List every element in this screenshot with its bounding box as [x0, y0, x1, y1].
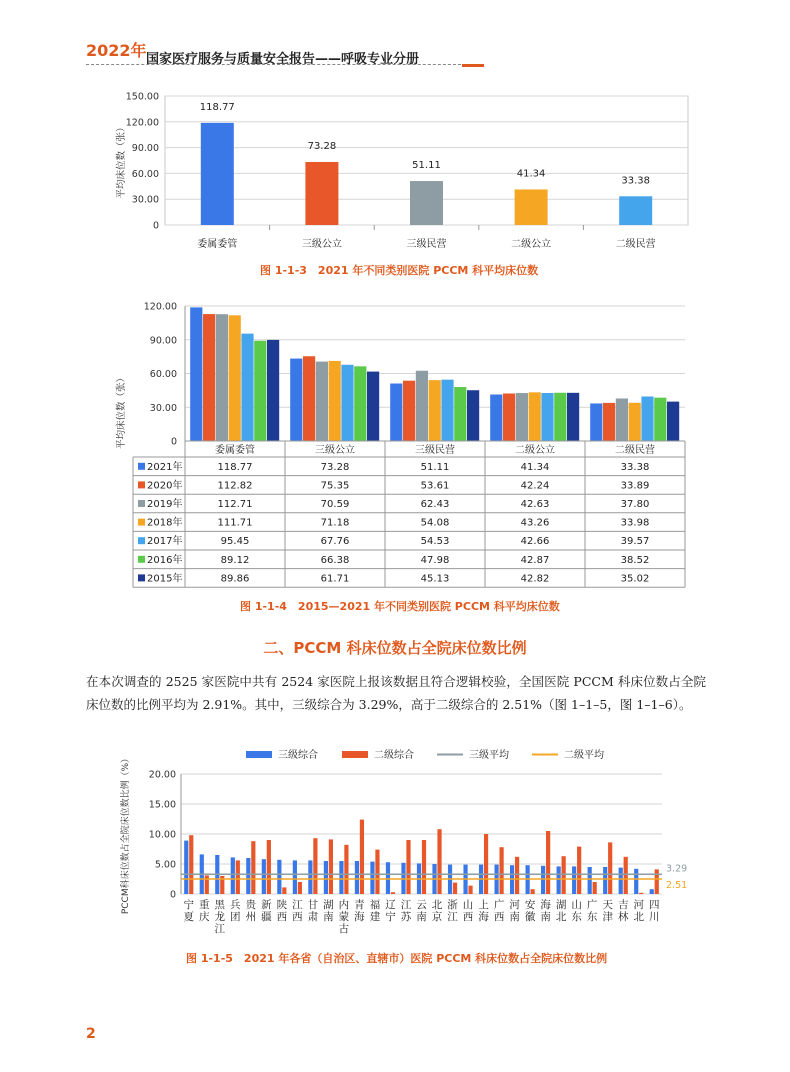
x-tick-label: 西	[292, 911, 303, 923]
y-tick-label: 90.00	[131, 143, 159, 155]
x-tick-label: 贵	[245, 899, 257, 911]
table-cell: 53.61	[420, 480, 450, 492]
table-cell: 61.71	[320, 573, 350, 585]
x-tick-label: 州	[245, 911, 257, 923]
x-tick-label: 三级民营	[406, 239, 447, 250]
bar-二级综合-湖南	[329, 839, 333, 894]
table-cell: 37.80	[620, 499, 650, 510]
table-cell: 118.77	[217, 461, 253, 473]
x-tick-label: 东	[586, 911, 598, 923]
bar-2015年-委属委管	[267, 340, 279, 441]
x-tick-label: 疆	[261, 911, 272, 923]
bar-二级综合-兵团	[236, 860, 240, 894]
table-header: 二级公立	[515, 445, 555, 456]
bar-三级民营	[410, 181, 443, 225]
bar-2019年-三级公立	[316, 362, 328, 441]
x-tick-label: 河	[509, 899, 520, 911]
bar-三级综合-江西	[293, 860, 297, 894]
y-axis-label: 平均床位数（张）	[116, 122, 127, 199]
bar-2017年-二级民营	[641, 396, 653, 441]
bar-二级综合-广西	[499, 847, 503, 894]
legend-swatch-2021年	[138, 463, 145, 470]
bar-2016年-委属委管	[254, 341, 266, 441]
bar-二级综合-天津	[608, 842, 612, 894]
x-tick-label: 团	[230, 911, 241, 923]
bar-2021年-三级公立	[290, 359, 302, 441]
bar-三级综合-陕西	[277, 860, 281, 894]
bar-2016年-三级民营	[454, 387, 466, 441]
table-cell: 43.26	[520, 517, 550, 529]
table-cell: 33.38	[620, 461, 650, 473]
caption-fig-1-1-5: 图 1-1-5 2021 年各省（自治区、直辖市）医院 PCCM 科床位数占全院床位数比例	[186, 952, 608, 965]
x-tick-label: 海	[540, 899, 551, 911]
bar-2017年-委属委管	[241, 334, 253, 441]
x-tick-label: 江	[292, 899, 303, 911]
legend-swatch-2016年	[138, 556, 145, 563]
bar-2019年-委属委管	[216, 314, 228, 441]
bar-三级综合-吉林	[619, 868, 623, 894]
x-tick-label: 委属委管	[197, 239, 238, 250]
x-tick-label: 北	[431, 899, 443, 911]
bar-三级综合-兵团	[231, 857, 235, 894]
x-tick-label: 南	[416, 911, 427, 923]
x-tick-label: 南	[509, 911, 520, 923]
table-header: 三级公立	[315, 445, 355, 456]
bar-二级综合-浙江	[453, 883, 457, 894]
x-tick-label: 海	[354, 911, 365, 923]
x-tick-label: 苏	[400, 911, 412, 923]
x-tick-label: 吉	[617, 899, 629, 911]
bar-二级综合-四川	[655, 869, 659, 894]
data-label: 51.11	[412, 160, 441, 172]
bar-二级综合-河南	[515, 857, 519, 894]
table-cell: 54.53	[420, 536, 450, 548]
bar-2019年-二级民营	[616, 398, 628, 441]
bar-二级综合-江西	[298, 882, 302, 894]
caption-fig-1-1-3: 图 1-1-3 2021 年不同类别医院 PCCM 科平均床位数	[260, 264, 539, 277]
table-cell: 42.66	[520, 536, 550, 548]
table-cell: 70.59	[320, 499, 350, 510]
page-number: 2	[86, 1026, 96, 1042]
x-tick-label: 二级民营	[615, 239, 656, 250]
x-tick-label: 蒙	[338, 911, 350, 923]
bar-2016年-三级公立	[354, 366, 366, 441]
data-label: 33.38	[621, 175, 651, 187]
x-tick-label: 辽	[385, 899, 396, 911]
bar-二级综合-安徽	[531, 889, 535, 894]
bar-2017年-二级公立	[541, 393, 553, 441]
table-cell: 95.45	[220, 536, 250, 548]
x-tick-label: 徽	[524, 911, 536, 923]
x-tick-label: 龙	[214, 911, 226, 923]
y-tick-label: 60.00	[131, 168, 159, 180]
bar-二级综合-内蒙古	[344, 845, 348, 894]
header-divider	[86, 64, 466, 65]
bar-二级综合-海南	[546, 831, 550, 894]
y-tick-label: 30.00	[131, 194, 159, 206]
x-tick-label: 云	[416, 899, 427, 911]
legend-swatch-2019年	[138, 500, 145, 507]
legend-swatch-二级综合	[342, 751, 368, 758]
x-tick-label: 南	[540, 911, 551, 923]
table-cell: 41.34	[520, 461, 550, 473]
x-tick-label: 夏	[183, 911, 195, 923]
legend-label: 2018年	[147, 517, 183, 529]
x-tick-label: 重	[199, 899, 210, 911]
x-tick-label: 广	[586, 899, 598, 911]
x-tick-label: 庆	[199, 911, 210, 923]
y-tick-label: 60.00	[149, 369, 177, 380]
bar-2021年-委属委管	[190, 307, 202, 441]
data-label: 73.28	[307, 140, 337, 152]
x-tick-label: 宁	[183, 899, 195, 911]
x-tick-label: 津	[602, 911, 613, 923]
legend-label: 三级平均	[469, 750, 509, 761]
x-tick-label: 宁	[385, 911, 396, 923]
bar-2020年-委属委管	[203, 314, 215, 441]
legend-swatch-三级综合	[246, 751, 272, 758]
y-axis-label: 平均床位数（张）	[116, 372, 127, 450]
data-label: 118.77	[199, 101, 235, 113]
bar-2016年-二级公立	[554, 393, 566, 441]
bar-2017年-三级公立	[341, 365, 353, 441]
legend-swatch-2015年	[138, 574, 145, 581]
chart-1-1-5	[0, 745, 790, 945]
ref-line-label: 3.29	[666, 863, 688, 875]
x-tick-label: 林	[617, 911, 629, 923]
header-accent-bar	[462, 64, 484, 67]
bar-三级综合-甘肃	[308, 860, 312, 894]
bar-2018年-三级公立	[329, 361, 341, 441]
x-tick-label: 北	[633, 911, 644, 923]
y-tick-label: 0	[170, 436, 177, 448]
legend-label: 2017年	[147, 536, 183, 548]
ref-line-label: 2.51	[666, 879, 688, 891]
x-tick-label: 湖	[323, 899, 334, 911]
y-tick-label: 30.00	[149, 402, 177, 414]
bar-三级综合-天津	[603, 867, 607, 894]
bar-二级综合-青海	[360, 820, 364, 894]
table-cell: 33.98	[620, 517, 650, 529]
table-cell: 42.82	[520, 573, 550, 585]
x-tick-label: 西	[276, 911, 288, 923]
y-tick-label: 150.00	[125, 91, 159, 103]
bar-2016年-二级民营	[654, 398, 666, 441]
y-tick-label: 120.00	[143, 301, 177, 313]
y-tick-label: 20.00	[148, 769, 176, 781]
bar-2020年-二级公立	[503, 393, 515, 441]
x-tick-label: 江	[214, 923, 226, 935]
bar-二级综合-贵州	[251, 841, 255, 894]
legend-label: 2021年	[147, 461, 183, 473]
table-cell: 35.02	[620, 573, 650, 585]
x-tick-label: 海	[478, 911, 489, 923]
bar-2020年-二级民营	[603, 403, 615, 441]
x-tick-label: 四	[648, 899, 660, 911]
bar-三级公立	[305, 162, 338, 225]
legend-label: 2015年	[147, 573, 183, 585]
bar-二级综合-河北	[639, 893, 643, 894]
legend-label: 2019年	[147, 499, 183, 510]
bar-二级综合-北京	[437, 829, 441, 894]
x-tick-label: 黑	[214, 899, 226, 911]
x-tick-label: 安	[524, 899, 536, 911]
x-tick-label: 东	[571, 911, 582, 923]
y-tick-label: 0	[152, 220, 159, 232]
x-tick-label: 江	[447, 911, 458, 923]
table-cell: 45.13	[420, 573, 450, 585]
table-cell: 89.86	[220, 573, 250, 585]
bar-委属委管	[201, 123, 234, 225]
bar-二级综合-上海	[484, 834, 488, 894]
bar-三级综合-海南	[541, 866, 545, 894]
bar-三级综合-四川	[650, 889, 654, 894]
x-tick-label: 三级公立	[301, 239, 342, 250]
bar-三级综合-宁夏	[184, 841, 188, 894]
x-tick-label: 福	[369, 899, 381, 911]
table-cell: 73.28	[320, 461, 350, 473]
bar-2018年-二级民营	[629, 403, 641, 441]
bar-二级综合-辽宁	[391, 892, 395, 894]
x-tick-label: 甘	[307, 899, 319, 911]
section-paragraph: 在本次调查的 2525 家医院中共有 2524 家医院上报该数据且符合逻辑校验，全国医院 PCCM 科床位数占全院床位数的比例平均为 2.91%。其中，三级综合为 3.29%，高于二级综合的 2.51%（图 1–1–5，图 1–1–6）。	[86, 674, 706, 712]
x-tick-label: 北	[555, 911, 567, 923]
table-cell: 39.57	[620, 536, 650, 548]
bar-三级综合-青海	[355, 861, 359, 894]
x-tick-label: 山	[462, 899, 474, 911]
x-tick-label: 肃	[307, 911, 319, 923]
header-title: 国家医疗服务与质量安全报告——呼吸专业分册	[146, 52, 420, 67]
legend-label: 二级平均	[564, 750, 604, 761]
legend-swatch-2020年	[138, 481, 145, 488]
table-cell: 42.63	[520, 499, 550, 510]
bar-2021年-二级公立	[490, 394, 502, 441]
chart-1-1-4	[0, 290, 790, 590]
table-cell: 54.08	[420, 517, 450, 529]
x-tick-label: 天	[602, 899, 613, 911]
bar-二级综合-山东	[577, 847, 581, 894]
bar-二级公立	[515, 189, 548, 225]
bar-三级综合-山东	[572, 866, 576, 894]
bar-二级综合-福建	[375, 850, 379, 894]
bar-2018年-二级公立	[529, 392, 541, 441]
bar-2020年-三级民营	[403, 381, 415, 441]
legend-swatch-2018年	[138, 519, 145, 526]
bar-三级综合-河北	[634, 869, 638, 894]
bar-2015年-二级民营	[667, 402, 679, 441]
table-cell: 42.87	[520, 554, 550, 566]
bar-二级综合-广东	[593, 882, 597, 894]
table-cell: 112.71	[217, 499, 253, 510]
bar-2020年-三级公立	[303, 356, 315, 441]
bar-2017年-三级民营	[441, 380, 453, 441]
table-cell: 75.35	[320, 480, 350, 492]
x-tick-label: 西	[493, 911, 505, 923]
table-cell: 42.24	[520, 480, 550, 492]
y-axis-label: PCCM科床位数占全院床位数比例（%）	[121, 753, 131, 915]
x-tick-label: 江	[400, 899, 412, 911]
x-tick-label: 建	[369, 911, 381, 923]
bar-2019年-二级公立	[516, 393, 528, 441]
section-title: 二、PCCM 科床位数占全院床位数比例	[263, 639, 527, 657]
x-tick-label: 青	[354, 899, 365, 911]
table-header: 三级民营	[415, 445, 455, 456]
bar-2018年-委属委管	[229, 315, 241, 441]
y-tick-label: 5.00	[154, 859, 176, 871]
bar-2018年-三级民营	[429, 380, 441, 441]
bar-二级综合-江苏	[406, 840, 410, 894]
legend-label: 2020年	[147, 480, 183, 492]
table-cell: 112.82	[217, 480, 253, 492]
x-tick-label: 山	[571, 899, 582, 911]
x-tick-label: 古	[338, 923, 350, 935]
bar-三级综合-广东	[588, 867, 592, 894]
bar-三级综合-内蒙古	[339, 861, 343, 894]
legend-label: 二级综合	[374, 750, 414, 761]
x-tick-label: 南	[323, 911, 334, 923]
table-cell: 62.43	[420, 499, 450, 510]
x-tick-label: 兵	[230, 899, 241, 911]
x-tick-label: 内	[338, 899, 350, 911]
legend-label: 2016年	[147, 554, 183, 566]
y-tick-label: 10.00	[148, 829, 176, 841]
table-cell: 89.12	[220, 554, 250, 566]
bar-三级综合-湖北	[557, 866, 561, 894]
x-tick-label: 浙	[447, 899, 458, 911]
table-cell: 71.18	[320, 517, 350, 529]
table-cell: 111.71	[217, 517, 253, 529]
bar-2021年-三级民营	[390, 384, 402, 441]
x-tick-label: 湖	[555, 899, 567, 911]
y-tick-label: 15.00	[148, 799, 176, 811]
x-tick-label: 川	[648, 911, 660, 923]
table-cell: 33.89	[620, 480, 650, 492]
x-tick-label: 京	[431, 911, 443, 923]
x-tick-label: 广	[493, 899, 505, 911]
x-tick-label: 陕	[276, 899, 288, 911]
x-tick-label: 河	[633, 899, 644, 911]
bar-二级综合-宁夏	[189, 835, 193, 894]
y-tick-label: 90.00	[149, 335, 177, 347]
bar-二级综合-湖北	[562, 856, 566, 894]
y-tick-label: 0	[169, 889, 176, 901]
bar-三级综合-福建	[370, 862, 374, 894]
x-tick-label: 上	[478, 899, 489, 911]
table-cell: 47.98	[420, 554, 450, 566]
table-cell: 66.38	[320, 554, 350, 566]
bar-二级综合-山西	[468, 886, 472, 894]
bar-2019年-三级民营	[416, 371, 428, 441]
legend-swatch-2017年	[138, 537, 145, 544]
x-tick-label: 西	[462, 911, 474, 923]
table-cell: 38.52	[620, 554, 650, 566]
data-label: 41.34	[516, 168, 546, 180]
header-year: 2022年	[86, 41, 147, 60]
bar-二级综合-云南	[422, 840, 426, 894]
y-tick-label: 120.00	[125, 117, 159, 129]
bar-二级民营	[619, 196, 652, 225]
bar-2015年-三级公立	[367, 372, 379, 441]
legend-label: 三级综合	[278, 750, 318, 761]
table-cell: 51.11	[420, 461, 450, 473]
table-header: 委属委管	[215, 445, 255, 456]
bar-2015年-二级公立	[567, 393, 579, 441]
bar-二级综合-甘肃	[313, 838, 317, 894]
bar-2015年-三级民营	[467, 390, 479, 441]
table-header: 二级民营	[615, 445, 655, 456]
x-tick-label: 新	[261, 899, 272, 911]
bar-二级综合-陕西	[282, 887, 286, 894]
bar-2021年-二级民营	[590, 403, 602, 441]
bar-三级综合-新疆	[262, 859, 266, 894]
x-tick-label: 二级公立	[511, 239, 552, 250]
bar-三级综合-湖南	[324, 861, 328, 894]
caption-fig-1-1-4: 图 1-1-4 2015—2021 年不同类别医院 PCCM 科平均床位数	[240, 600, 560, 613]
bar-二级综合-新疆	[267, 840, 271, 894]
bar-三级综合-贵州	[246, 858, 250, 894]
bar-二级综合-吉林	[624, 857, 628, 894]
table-cell: 67.76	[320, 536, 350, 548]
bar-三级综合-辽宁	[386, 862, 390, 894]
